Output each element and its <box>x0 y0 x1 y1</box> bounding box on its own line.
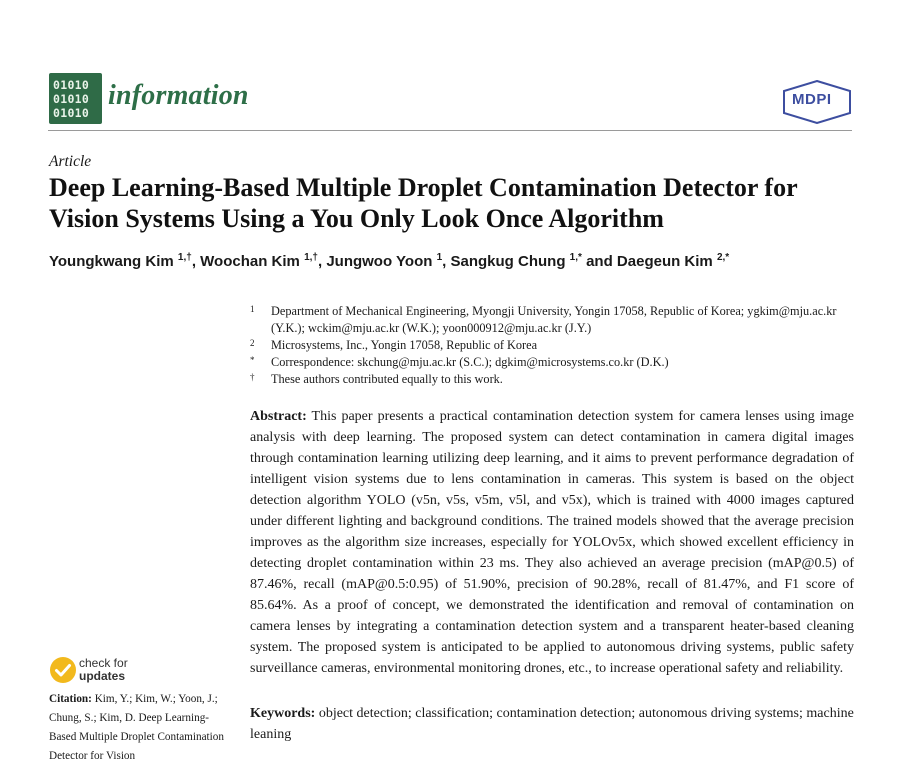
author-separator: , <box>442 253 451 270</box>
author-name: Youngkwang Kim <box>49 253 174 270</box>
affiliation-item <box>250 337 855 354</box>
author-affiliation-mark: 2,* <box>716 252 730 263</box>
author-name: Daegeun Kim <box>616 253 713 270</box>
keywords-text: object detection; classification; contamination detection; autonomous driving systems; machine leaning <box>250 706 854 742</box>
affiliation-text: Correspondence: skchung@mju.ac.kr (S.C.); dgkim@microsystems.co.kr (D.K.) <box>271 355 669 369</box>
author-separator: , <box>317 253 327 270</box>
journal-logo-line: 01010 <box>53 77 90 92</box>
updates-line-1: check for <box>79 656 128 670</box>
header-divider <box>48 130 852 131</box>
journal-logo-line: 01010 <box>53 105 90 120</box>
author-affiliation-mark: 1,† <box>177 252 192 263</box>
check-for-updates-badge[interactable] <box>49 655 139 687</box>
updates-line-2: updates <box>79 669 126 683</box>
abstract <box>250 406 854 679</box>
journal-logo <box>49 73 102 124</box>
affiliations <box>250 303 855 388</box>
abstract-label: Abstract: <box>250 409 307 424</box>
publisher-name: MDPI <box>792 91 832 108</box>
check-circle-icon <box>49 656 77 684</box>
keywords <box>250 703 854 745</box>
journal-name: information <box>108 80 249 111</box>
affiliation-text: Microsystems, Inc., Yongin 17058, Republic of Korea <box>271 338 538 352</box>
author-affiliation-mark: 1,* <box>569 252 582 263</box>
affiliation-mark: 2 <box>250 338 255 348</box>
author-separator: , <box>191 253 201 270</box>
affiliation-mark: 1 <box>250 304 255 314</box>
journal-logo-line: 01010 <box>53 91 90 106</box>
citation <box>49 690 229 762</box>
citation-label: Citation: <box>49 693 92 705</box>
article-type: Article <box>49 153 92 170</box>
keywords-label: Keywords: <box>250 706 316 721</box>
author-name: Jungwoo Yoon <box>326 253 433 270</box>
author-affiliation-mark: 1,† <box>304 252 318 263</box>
affiliation-item <box>250 303 855 337</box>
author-separator: and <box>581 253 617 270</box>
affiliation-text: Department of Mechanical Engineering, Myongji University, Yongin 17058, Republic of Korea; ygkim@mju.ac.kr (Y.K.); wckim@mju.ac.kr (W.K.); yoon000912@mju.ac.kr (J.Y.) <box>271 304 837 335</box>
affiliation-text: These authors contributed equally to this work. <box>271 372 503 386</box>
article-title: Deep Learning-Based Multiple Droplet Contamination Detector for Vision Systems Using a You Only Look Once Algorithm <box>49 173 798 233</box>
abstract-text: This paper presents a practical contamination detection system for camera lenses using image analysis with deep learning. The proposed system can detect contamination in camera digital images through contamination learning utilizing deep learning, and it aims to prevent performance degradation of intelligent vision systems due to lens contamination in cameras. This system is based on the object detection algorithm YOLO (v5n, v5s, v5m, v5l, and v5x), which is trained with 4000 images captured under different lighting and background conditions. The trained models showed that the average precision improves as the algorithm size increases, especially for YOLOv5x, which showed excellent efficiency in detecting droplet contamination within 23 ms. They also achieved an average precision (mAP@0.5) of 87.46%, recall (mAP@0.5:0.95) of 51.90%, precision of 90.28%, recall of 81.47%, and F1 score of 85.64%. As a proof of concept, we demonstrated the identification and removal of contamination on camera lenses by integrating a contamination detection system and a transparent heater-based cleaning system. The proposed system is anticipated to be applied to autonomous driving systems, public safety surveillance cameras, environmental monitoring drones, etc., to increase operational safety and reliability. <box>250 409 854 676</box>
author-name: Sangkug Chung <box>450 253 566 270</box>
citation-text: Kim, Y.; Kim, W.; Yoon, J.; Chung, S.; Kim, D. Deep Learning-Based Multiple Droplet Contamination Detector for Vision <box>49 693 224 762</box>
author-name: Woochan Kim <box>200 253 300 270</box>
author-list <box>49 252 729 270</box>
author-affiliation-mark: 1 <box>436 252 443 263</box>
affiliation-mark: * <box>250 355 255 365</box>
correspondence-item <box>250 354 855 371</box>
affiliation-mark: † <box>250 372 255 382</box>
equal-contribution-note <box>250 371 855 388</box>
